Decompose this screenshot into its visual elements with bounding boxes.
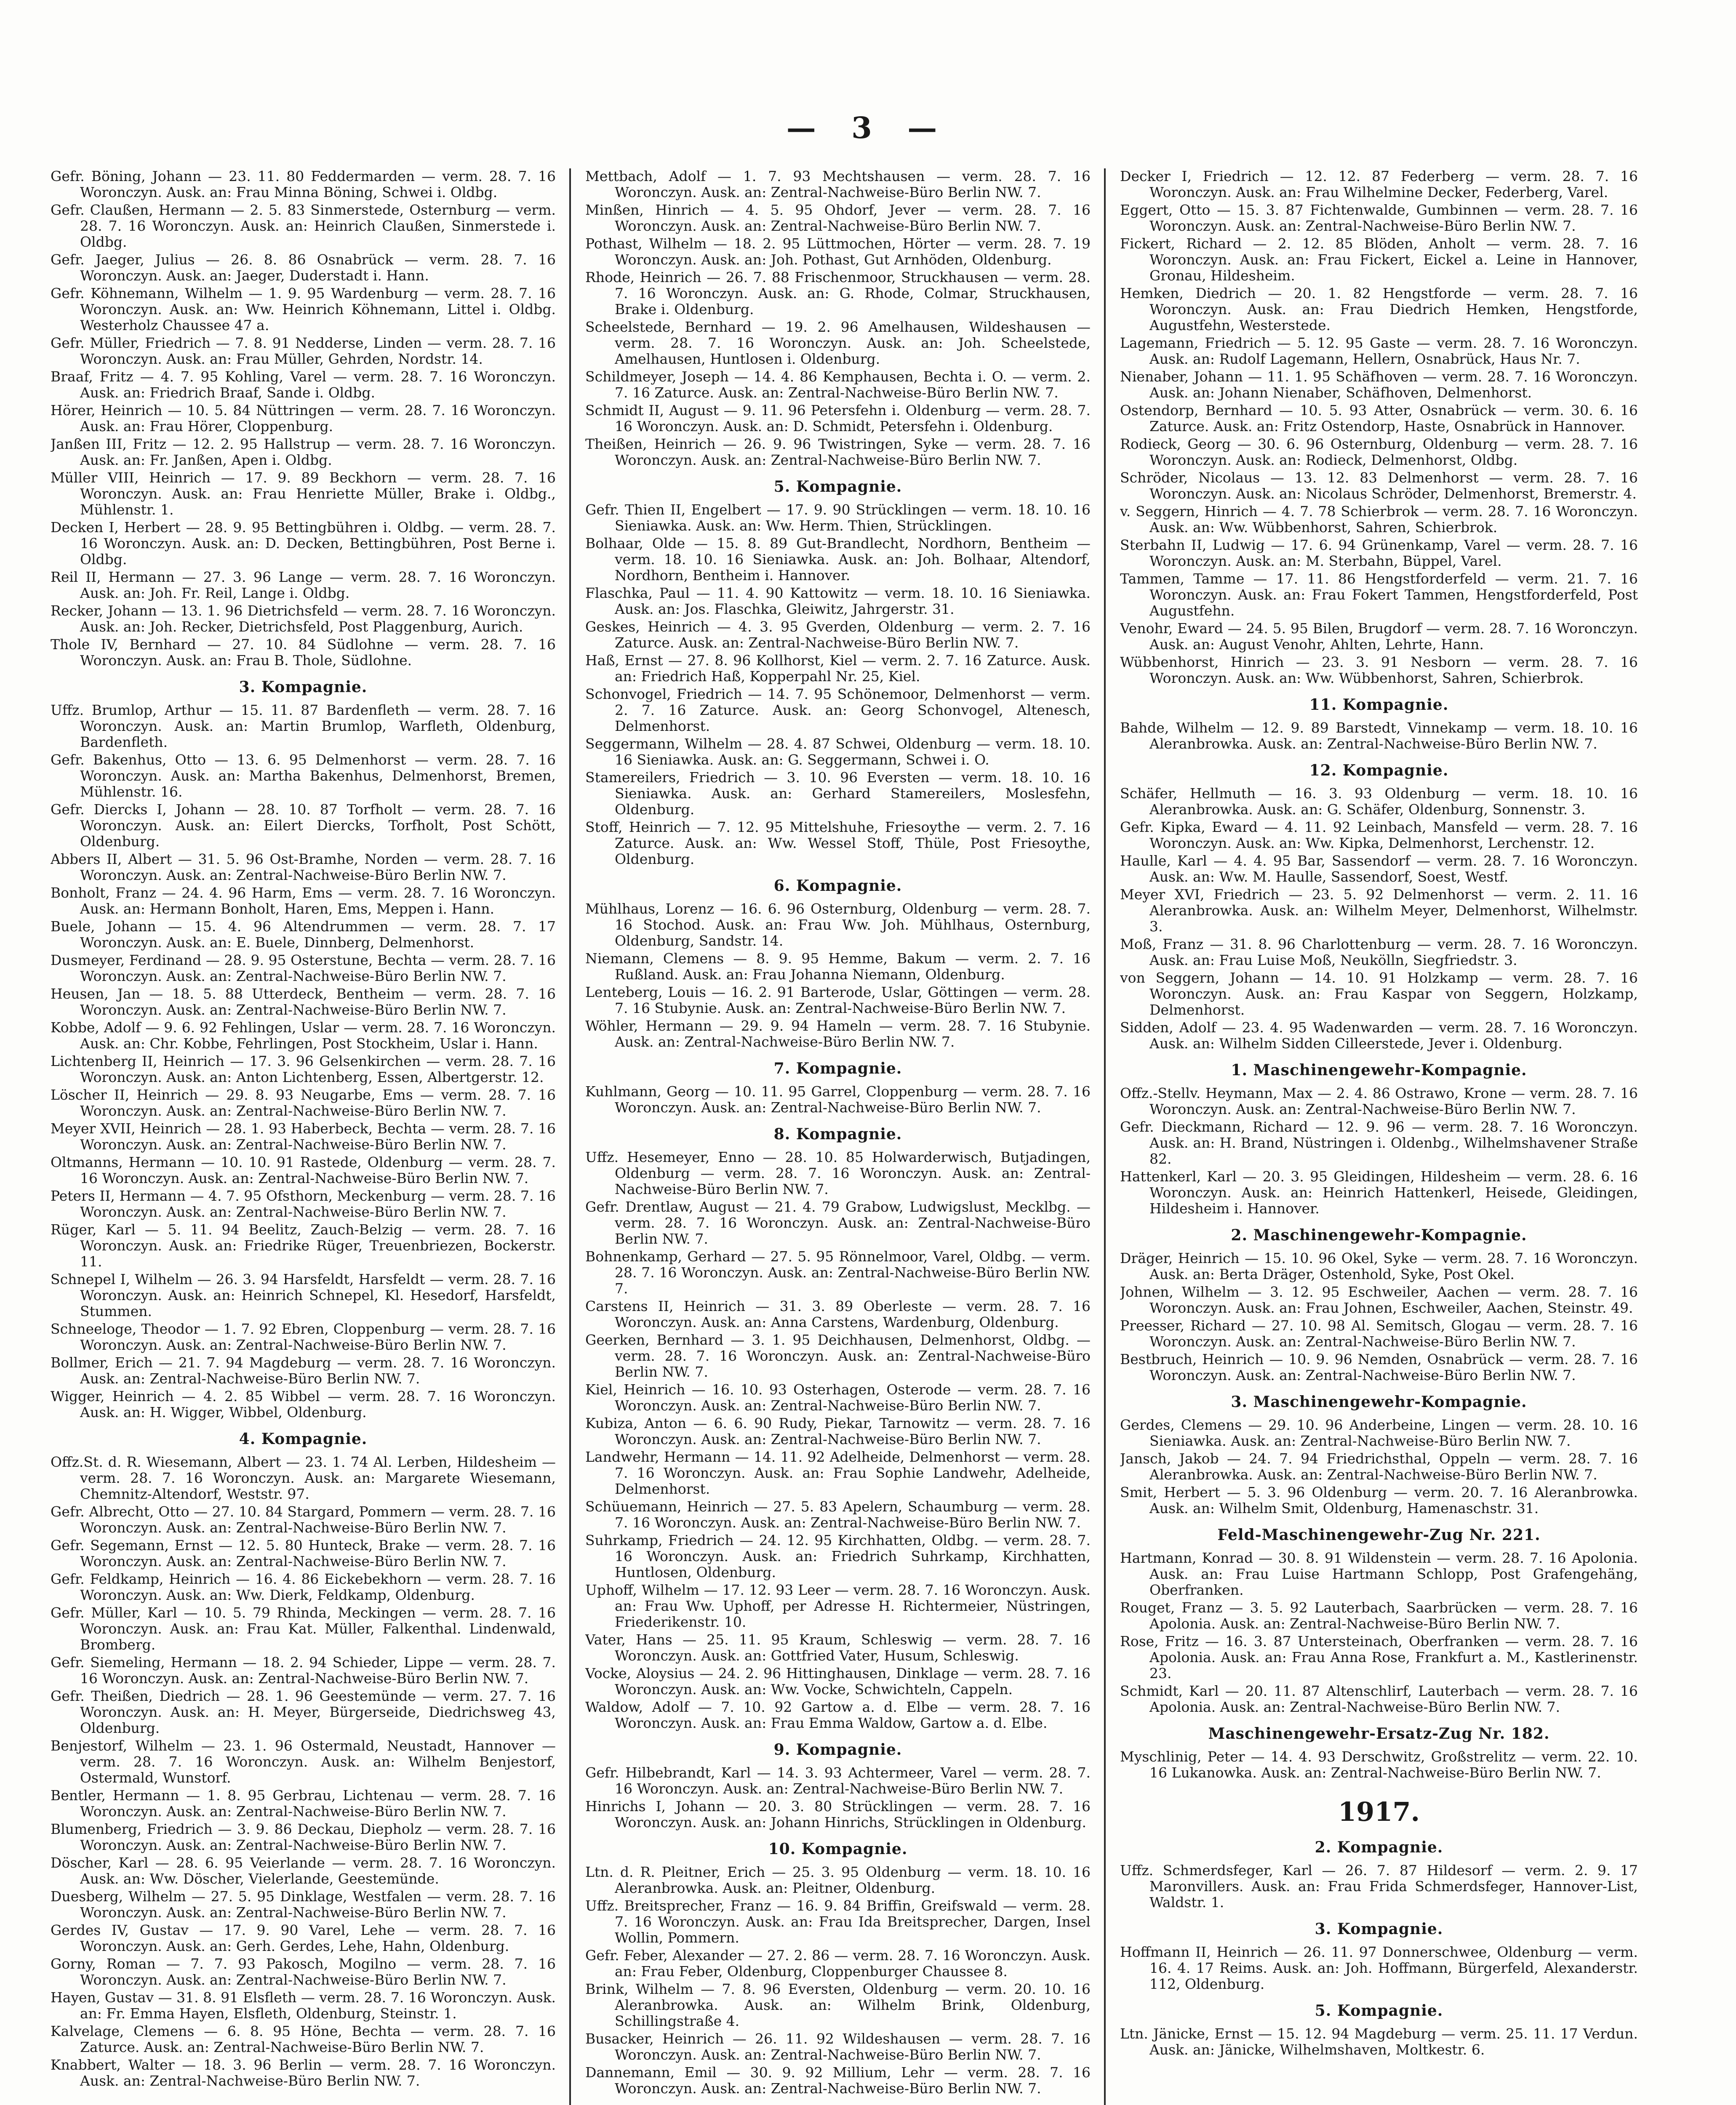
- casualty-entry: Schmidt II, August — 9. 11. 96 Petersfehn i. Oldenburg — verm. 28. 7. 16 Woronczyn. Ausk. an: D. Schmidt, Petersfehn i. Oldenburg.: [585, 402, 1091, 434]
- column-left: [51, 168, 556, 2105]
- casualty-entry: Johnen, Wilhelm — 3. 12. 95 Eschweiler, Aachen — verm. 28. 7. 16 Woronczyn. Ausk. an: Frau Johnen, Eschweiler, Aachen, Steinstr. 49.: [1120, 1284, 1638, 1316]
- page-number: — 3 —: [786, 110, 950, 145]
- casualty-entry: Gerdes, Clemens — 29. 10. 96 Anderbeine, Lingen — verm. 28. 10. 16 Sieniawka. Ausk. an: Zentral-Nachweise-Büro Berlin NW. 7.: [1120, 1417, 1638, 1449]
- casualty-entry: Myschlinig, Peter — 14. 4. 93 Derschwitz, Großstrelitz — verm. 22. 10. 16 Lukanowka. Ausk. an: Zentral-Nachweise-Büro Berlin NW. 7.: [1120, 1748, 1638, 1781]
- casualty-entry: Gefr. Böning, Johann — 23. 11. 80 Feddermarden — verm. 28. 7. 16 Woronczyn. Ausk. an: Frau Minna Böning, Schwei i. Oldbg.: [51, 168, 556, 200]
- casualty-entry: Gefr. Bakenhus, Otto — 13. 6. 95 Delmenhorst — verm. 28. 7. 16 Woronczyn. Ausk. an: Martha Bakenhus, Delmenhorst, Bremen, Mühlenstr. 16.: [51, 751, 556, 800]
- casualty-entry: Brink, Wilhelm — 7. 8. 96 Eversten, Oldenburg — verm. 20. 10. 16 Aleranbrowka. Ausk. an: Wilhelm Brink, Oldenburg, Schillingstraße 4.: [585, 1981, 1091, 2029]
- column-rule: [1104, 168, 1106, 2105]
- casualty-entry: Ltn. d. R. Pleitner, Erich — 25. 3. 95 Oldenburg — verm. 18. 10. 16 Aleranbrowka. Ausk. an: Pleitner, Oldenburg.: [585, 1864, 1091, 1896]
- casualty-entry: Geerken, Bernhard — 3. 1. 95 Deichhausen, Delmenhorst, Oldbg. — verm. 28. 7. 16 Woronczyn. Ausk. an: Zentral-Nachweise-Büro Berlin NW. 7.: [585, 1332, 1091, 1380]
- casualty-entry: Wigger, Heinrich — 4. 2. 85 Wibbel — verm. 28. 7. 16 Woronczyn. Ausk. an: H. Wigger, Wibbel, Oldenburg.: [51, 1388, 556, 1420]
- casualty-entry: Hayen, Gustav — 31. 8. 91 Elsfleth — verm. 28. 7. 16 Woronczyn. Ausk. an: Fr. Emma Hayen, Elsfleth, Oldenburg, Steinstr. 1.: [51, 1989, 556, 2022]
- casualty-entry: Meyer XVII, Heinrich — 28. 1. 93 Haberbeck, Bechta — verm. 28. 7. 16 Woronczyn. Ausk. an: Zentral-Nachweise-Büro Berlin NW. 7.: [51, 1120, 556, 1153]
- casualty-entry: Sidden, Adolf — 23. 4. 95 Wadenwarden — verm. 28. 7. 16 Woronczyn. Ausk. an: Wilhelm Sidden Cilleerstede, Jever i. Oldenburg.: [1120, 1019, 1638, 1052]
- casualty-entry: Gefr. Albrecht, Otto — 27. 10. 84 Stargard, Pommern — verm. 28. 7. 16 Woronczyn. Ausk. an: Zentral-Nachweise-Büro Berlin NW. 7.: [51, 1503, 556, 1536]
- casualty-entry: Scheelstede, Bernhard — 19. 2. 96 Amelhausen, Wildeshausen — verm. 28. 7. 16 Woronczyn. Ausk. an: Joh. Scheelstede, Amelhausen, Huntlosen i. Oldenburg.: [585, 319, 1091, 367]
- casualty-entry: Gefr. Köhnemann, Wilhelm — 1. 9. 95 Wardenburg — verm. 28. 7. 16 Woronczyn. Ausk. an: Ww. Heinrich Köhnemann, Littel i. Oldbg. Westerholz Chaussee 47 a.: [51, 285, 556, 333]
- casualty-entry: Landwehr, Hermann — 14. 11. 92 Adelheide, Delmenhorst — verm. 28. 7. 16 Woronczyn. Ausk. an: Frau Sophie Landwehr, Adelheide, Delmenhorst.: [585, 1449, 1091, 1497]
- casualty-entry: Lichtenberg II, Heinrich — 17. 3. 96 Gelsenkirchen — verm. 28. 7. 16 Woronczyn. Ausk. an: Anton Lichtenberg, Essen, Albertgerstr. 12.: [51, 1053, 556, 1085]
- casualty-entry: Gefr. Drentlaw, August — 21. 4. 79 Grabow, Ludwigslust, Mecklbg. — verm. 28. 7. 16 Woronczyn. Ausk. an: Zentral-Nachweise-Büro Berlin NW. 7.: [585, 1199, 1091, 1247]
- casualty-entry: Bentler, Hermann — 1. 8. 95 Gerbrau, Lichtenau — verm. 28. 7. 16 Woronczyn. Ausk. an: Zentral-Nachweise-Büro Berlin NW. 7.: [51, 1787, 556, 1820]
- casualty-entry: Rose, Fritz — 16. 3. 87 Untersteinach, Oberfranken — verm. 28. 7. 16 Apolonia. Ausk. an: Frau Anna Rose, Frankfurt a. M., Kastlerinenstr. 23.: [1120, 1633, 1638, 1681]
- casualty-entry: Schonvogel, Friedrich — 14. 7. 95 Schönemoor, Delmenhorst — verm. 2. 7. 16 Zaturce. Ausk. an: Georg Schonvogel, Altenesch, Delmenhorst.: [585, 686, 1091, 734]
- casualty-entry: Moß, Franz — 31. 8. 96 Charlottenburg — verm. 28. 7. 16 Woronczyn. Ausk. an: Frau Luise Moß, Neukölln, Siegfriedstr. 3.: [1120, 936, 1638, 968]
- casualty-entry: Löscher II, Heinrich — 29. 8. 93 Neugarbe, Ems — verm. 28. 7. 16 Woronczyn. Ausk. an: Zentral-Nachweise-Büro Berlin NW. 7.: [51, 1087, 556, 1119]
- casualty-entry: Reil II, Hermann — 27. 3. 96 Lange — verm. 28. 7. 16 Woronczyn. Ausk. an: Joh. Fr. Reil, Lange i. Oldbg.: [51, 569, 556, 601]
- casualty-entry: Braaf, Fritz — 4. 7. 95 Kohling, Varel — verm. 28. 7. 16 Woronczyn. Ausk. an: Friedrich Braaf, Sande i. Oldbg.: [51, 368, 556, 401]
- casualty-entry: Vocke, Aloysius — 24. 2. 96 Hittinghausen, Dinklage — verm. 28. 7. 16 Woronczyn. Ausk. an: Ww. Vocke, Schwichteln, Cappeln.: [585, 1665, 1091, 1697]
- casualty-entry: Bohnenkamp, Gerhard — 27. 5. 95 Rönnelmoor, Varel, Oldbg. — verm. 28. 7. 16 Woronczyn. Ausk. an: Zentral-Nachweise-Büro Berlin NW. 7.: [585, 1248, 1091, 1297]
- casualty-entry: von Seggern, Johann — 14. 10. 91 Holzkamp — verm. 28. 7. 16 Woronczyn. Ausk. an: Frau Kaspar von Seggern, Holzkamp, Delmenhorst.: [1120, 970, 1638, 1018]
- casualty-entry: Waldow, Adolf — 7. 10. 92 Gartow a. d. Elbe — verm. 28. 7. 16 Woronczyn. Ausk. an: Frau Emma Waldow, Gartow a. d. Elbe.: [585, 1699, 1091, 1731]
- casualty-entry: Gefr. Diercks I, Johann — 28. 10. 87 Torfholt — verm. 28. 7. 16 Woronczyn. Ausk. an: Eilert Diercks, Torfholt, Post Schött, Oldenburg.: [51, 801, 556, 850]
- casualty-entry: Rüger, Karl — 5. 11. 94 Beelitz, Zauch-Belzig — verm. 28. 7. 16 Woronczyn. Ausk. an: Friedrike Rüger, Treuenbriezen, Bockerstr. 11.: [51, 1221, 556, 1270]
- casualty-entry: Schmidt, Karl — 20. 11. 87 Altenschlirf, Lauterbach — verm. 28. 7. 16 Apolonia. Ausk. an: Zentral-Nachweise-Büro Berlin NW. 7.: [1120, 1683, 1638, 1715]
- casualty-entry: Hemken, Diedrich — 20. 1. 82 Hengstforde — verm. 28. 7. 16 Woronczyn. Ausk. an: Frau Diedrich Hemken, Hengstforde, Augustfehn, Westerstede.: [1120, 285, 1638, 333]
- casualty-entry: Dräger, Heinrich — 15. 10. 96 Okel, Syke — verm. 28. 7. 16 Woronczyn. Ausk. an: Berta Dräger, Ostenhold, Syke, Post Okel.: [1120, 1250, 1638, 1282]
- section-heading: 12. Kompagnie.: [1309, 762, 1449, 779]
- column-rule: [569, 168, 571, 2105]
- casualty-entry: Benjestorf, Wilhelm — 23. 1. 96 Ostermald, Neustadt, Hannover — verm. 28. 7. 16 Woronczyn. Ausk. an: Wilhelm Benjestorf, Ostermald, Wunstorf.: [51, 1737, 556, 1786]
- casualty-entry: Nienaber, Johann — 11. 1. 95 Schäfhoven — verm. 28. 7. 16 Woronczyn. Ausk. an: Johann Nienaber, Schäfhoven, Delmenhorst.: [1120, 368, 1638, 401]
- casualty-entry: Recker, Johann — 13. 1. 96 Dietrichsfeld — verm. 28. 7. 16 Woronczyn. Ausk. an: Joh. Recker, Dietrichsfeld, Post Plaggenburg, Aurich.: [51, 602, 556, 635]
- casualty-entry: Schäfer, Hellmuth — 16. 3. 93 Oldenburg — verm. 18. 10. 16 Aleranbrowka. Ausk. an: G. Schäfer, Oldenburg, Sonnenstr. 3.: [1120, 785, 1638, 818]
- section-heading: 4. Kompagnie.: [239, 1430, 368, 1448]
- casualty-entry: Abbers II, Albert — 31. 5. 96 Ost-Bramhe, Norden — verm. 28. 7. 16 Woronczyn. Ausk. an: Zentral-Nachweise-Büro Berlin NW. 7.: [51, 851, 556, 883]
- casualty-entry: Müller VIII, Heinrich — 17. 9. 89 Beckhorn — verm. 28. 7. 16 Woronczyn. Ausk. an: Frau Henriette Müller, Brake i. Oldbg., Mühlenstr. 1.: [51, 469, 556, 518]
- casualty-entry: Hörer, Heinrich — 10. 5. 84 Nüttringen — verm. 28. 7. 16 Woronczyn. Ausk. an: Frau Hörer, Cloppenburg.: [51, 402, 556, 434]
- casualty-entry: Gefr. Jaeger, Julius — 26. 8. 86 Osnabrück — verm. 28. 7. 16 Woronczyn. Ausk. an: Jaeger, Duderstadt i. Hann.: [51, 251, 556, 284]
- casualty-entry: Tammen, Tamme — 17. 11. 86 Hengstforderfeld — verm. 21. 7. 16 Woronczyn. Ausk. an: Frau Fokert Tammen, Hengstforderfeld, Post Augustfehn.: [1120, 570, 1638, 619]
- section-heading: 3. Maschinengewehr-Kompagnie.: [1231, 1393, 1527, 1411]
- casualty-entry: Bollmer, Erich — 21. 7. 94 Magdeburg — verm. 28. 7. 16 Woronczyn. Ausk. an: Zentral-Nachweise-Büro Berlin NW. 7.: [51, 1354, 556, 1387]
- casualty-entry: Döscher, Karl — 28. 6. 95 Veierlande — verm. 28. 7. 16 Woronczyn. Ausk. an: Ww. Döscher, Vielerlande, Geestemünde.: [51, 1855, 556, 1887]
- casualty-entry: Uffz. Hesemeyer, Enno — 28. 10. 85 Holwarderwisch, Butjadingen, Oldenburg — verm. 28. 7. 16 Woronczyn. Ausk. an: Zentral-Nachweise-Büro Berlin NW. 7.: [585, 1149, 1091, 1197]
- casualty-entry: Gefr. Müller, Friedrich — 7. 8. 91 Nedderse, Linden — verm. 28. 7. 16 Woronczyn. Ausk. an: Frau Müller, Gehrden, Nordstr. 14.: [51, 335, 556, 367]
- casualty-entry: Schüuemann, Heinrich — 27. 5. 83 Apelern, Schaumburg — verm. 28. 7. 16 Woronczyn. Ausk. an: Zentral-Nachweise-Büro Berlin NW. 7.: [585, 1498, 1091, 1531]
- section-heading: 3. Kompagnie.: [1315, 1920, 1443, 1938]
- casualty-entry: Bonholt, Franz — 24. 4. 96 Harm, Ems — verm. 28. 7. 16 Woronczyn. Ausk. an: Hermann Bonholt, Haren, Ems, Meppen i. Hann.: [51, 885, 556, 917]
- casualty-entry: Meyer XVI, Friedrich — 23. 5. 92 Delmenhorst — verm. 2. 11. 16 Aleranbrowka. Ausk. an: Wilhelm Meyer, Delmenhorst, Wilhelmstr. 3.: [1120, 886, 1638, 935]
- casualty-entry: Gefr. Feldkamp, Heinrich — 16. 4. 86 Eickebekhorn — verm. 28. 7. 16 Woronczyn. Ausk. an: Ww. Dierk, Feldkamp, Oldenburg.: [51, 1571, 556, 1603]
- casualty-entry: Schröder, Nicolaus — 13. 12. 83 Delmenhorst — verm. 28. 7. 16 Woronczyn. Ausk. an: Nicolaus Schröder, Delmenhorst, Bremerstr. 4.: [1120, 469, 1638, 502]
- casualty-entry: Ltn. Jänicke, Ernst — 15. 12. 94 Magdeburg — verm. 25. 11. 17 Verdun. Ausk. an: Jänicke, Wilhelmshaven, Moltkestr. 6.: [1120, 2025, 1638, 2058]
- section-heading: 6. Kompagnie.: [773, 877, 902, 895]
- casualty-entry: Hartmann, Konrad — 30. 8. 91 Wildenstein — verm. 28. 7. 16 Apolonia. Ausk. an: Frau Luise Hartmann Schlopp, Post Grafengehäng, Oberfranken.: [1120, 1550, 1638, 1598]
- section-heading: 2. Kompagnie.: [1315, 1839, 1443, 1856]
- casualty-entry: Bahde, Wilhelm — 12. 9. 89 Barstedt, Vinnekamp — verm. 18. 10. 16 Aleranbrowka. Ausk. an: Zentral-Nachweise-Büro Berlin NW. 7.: [1120, 719, 1638, 752]
- casualty-entry: Schneeloge, Theodor — 1. 7. 92 Ebren, Cloppenburg — verm. 28. 7. 16 Woronczyn. Ausk. an: Zentral-Nachweise-Büro Berlin NW. 7.: [51, 1321, 556, 1353]
- casualty-entry: Kiel, Heinrich — 16. 10. 93 Osterhagen, Osterode — verm. 28. 7. 16 Woronczyn. Ausk. an: Zentral-Nachweise-Büro Berlin NW. 7.: [585, 1381, 1091, 1414]
- casualty-entry: Gerdes IV, Gustav — 17. 9. 90 Varel, Lehe — verm. 28. 7. 16 Woronczyn. Ausk. an: Gerh. Gerdes, Lehe, Hahn, Oldenburg.: [51, 1922, 556, 1954]
- casualty-entry: Schildmeyer, Joseph — 14. 4. 86 Kemphausen, Bechta i. O. — verm. 2. 7. 16 Zaturce. Ausk. an: Zentral-Nachweise-Büro Berlin NW. 7.: [585, 368, 1091, 401]
- section-heading: 5. Kompagnie.: [773, 478, 902, 496]
- section-heading: Maschinengewehr-Ersatz-Zug Nr. 182.: [1208, 1725, 1550, 1743]
- casualty-entry: Knabbert, Walter — 18. 3. 96 Berlin — verm. 28. 7. 16 Woronczyn. Ausk. an: Zentral-Nachweise-Büro Berlin NW. 7.: [51, 2057, 556, 2089]
- casualty-entry: Suhrkamp, Friedrich — 24. 12. 95 Kirchhatten, Oldbg. — verm. 28. 7. 16 Woronczyn. Ausk. an: Friedrich Suhrkamp, Kirchhatten, Huntlosen, Oldenburg.: [585, 1532, 1091, 1580]
- casualty-entry: Thole IV, Bernhard — 27. 10. 84 Südlohne — verm. 28. 7. 16 Woronczyn. Ausk. an: Frau B. Thole, Südlohne.: [51, 636, 556, 669]
- casualty-entry: Rodieck, Georg — 30. 6. 96 Osternburg, Oldenburg — verm. 28. 7. 16 Woronczyn. Ausk. an: Rodieck, Delmenhorst, Oldbg.: [1120, 436, 1638, 468]
- casualty-entry: Rhode, Heinrich — 26. 7. 88 Frischenmoor, Struckhausen — verm. 28. 7. 16 Woronczyn. Ausk. an: G. Rhode, Colmar, Struckhausen, Brake i. Oldenburg.: [585, 269, 1091, 317]
- casualty-entry: Kalvelage, Clemens — 6. 8. 95 Höne, Bechta — verm. 28. 7. 16 Zaturce. Ausk. an: Zentral-Nachweise-Büro Berlin NW. 7.: [51, 2023, 556, 2055]
- casualty-entry: Hattenkerl, Karl — 20. 3. 95 Gleidingen, Hildesheim — verm. 28. 6. 16 Woronczyn. Ausk. an: Heinrich Hattenkerl, Heisede, Gleidingen, Hildesheim i. Hannover.: [1120, 1168, 1638, 1217]
- casualty-entry: Niemann, Clemens — 8. 9. 95 Hemme, Bakum — verm. 2. 7. 16 Rußland. Ausk. an: Frau Johanna Niemann, Oldenburg.: [585, 950, 1091, 983]
- column-middle: [585, 168, 1091, 2105]
- section-heading: 2. Maschinengewehr-Kompagnie.: [1231, 1226, 1527, 1244]
- column-right: [1120, 168, 1638, 2105]
- casualty-entry: Janßen III, Fritz — 12. 2. 95 Hallstrup — verm. 28. 7. 16 Woronczyn. Ausk. an: Fr. Janßen, Apen i. Oldbg.: [51, 436, 556, 468]
- casualty-entry: Smit, Herbert — 5. 3. 96 Oldenburg — verm. 20. 7. 16 Aleranbrowka. Ausk. an: Wilhelm Smit, Oldenburg, Hamenaschstr. 31.: [1120, 1484, 1638, 1516]
- casualty-entry: Theißen, Heinrich — 26. 9. 96 Twistringen, Syke — verm. 28. 7. 16 Woronczyn. Ausk. an: Zentral-Nachweise-Büro Berlin NW. 7.: [585, 436, 1091, 468]
- casualty-entry: Decken I, Herbert — 28. 9. 95 Bettingbühren i. Oldbg. — verm. 28. 7. 16 Woronczyn. Ausk. an: D. Decken, Bettingbühren, Post Berne i. Oldbg.: [51, 519, 556, 568]
- casualty-entry: Sterbahn II, Ludwig — 17. 6. 94 Grünenkamp, Varel — verm. 28. 7. 16 Woronczyn. Ausk. an: M. Sterbahn, Büppel, Varel.: [1120, 537, 1638, 569]
- casualty-entry: Heusen, Jan — 18. 5. 88 Utterdeck, Bentheim — verm. 28. 7. 16 Woronczyn. Ausk. an: Zentral-Nachweise-Büro Berlin NW. 7.: [51, 986, 556, 1018]
- casualty-entry: Offz.St. d. R. Wiesemann, Albert — 23. 1. 74 Al. Lerben, Hildesheim — verm. 28. 7. 16 Woronczyn. Ausk. an: Margarete Wiesemann, Chemnitz-Altendorf, Weststr. 97.: [51, 1454, 556, 1502]
- casualty-entry: Uffz. Brumlop, Arthur — 15. 11. 87 Bardenfleth — verm. 28. 7. 16 Woronczyn. Ausk. an: Martin Brumlop, Warfleth, Oldenburg, Bardenfleth.: [51, 702, 556, 750]
- casualty-entry: Peters II, Hermann — 4. 7. 95 Ofsthorn, Meckenburg — verm. 28. 7. 16 Woronczyn. Ausk. an: Zentral-Nachweise-Büro Berlin NW. 7.: [51, 1188, 556, 1220]
- casualty-entry: Lagemann, Friedrich — 5. 12. 95 Gaste — verm. 28. 7. 16 Woronczyn. Ausk. an: Rudolf Lagemann, Hellern, Osnabrück, Haus Nr. 7.: [1120, 335, 1638, 367]
- casualty-entry: Vater, Hans — 25. 11. 95 Kraum, Schleswig — verm. 28. 7. 16 Woronczyn. Ausk. an: Gottfried Vater, Husum, Schleswig.: [585, 1631, 1091, 1664]
- casualty-entry: Seggermann, Wilhelm — 28. 4. 87 Schwei, Oldenburg — verm. 18. 10. 16 Sieniawka. Ausk. an: G. Seggermann, Schwei i. O.: [585, 735, 1091, 768]
- casualty-entry: Dusmeyer, Ferdinand — 28. 9. 95 Osterstune, Bechta — verm. 28. 7. 16 Woronczyn. Ausk. an: Zentral-Nachweise-Büro Berlin NW. 7.: [51, 952, 556, 984]
- casualty-entry: Jansch, Jakob — 24. 7. 94 Friedrichsthal, Oppeln — verm. 28. 7. 16 Aleranbrowka. Ausk. an: Zentral-Nachweise-Büro Berlin NW. 7.: [1120, 1450, 1638, 1483]
- casualty-entry: Gefr. Thien II, Engelbert — 17. 9. 90 Strücklingen — verm. 18. 10. 16 Sieniawka. Ausk. an: Ww. Herm. Thien, Strücklingen.: [585, 501, 1091, 534]
- casualty-entry: Minßen, Hinrich — 4. 5. 95 Ohdorf, Jever — verm. 28. 7. 16 Woronczyn. Ausk. an: Zentral-Nachweise-Büro Berlin NW. 7.: [585, 202, 1091, 234]
- section-heading: 7. Kompagnie.: [773, 1060, 902, 1077]
- casualty-entry: Gefr. Theißen, Diedrich — 28. 1. 96 Geestemünde — verm. 27. 7. 16 Woronczyn. Ausk. an: H. Meyer, Bürgerseide, Diedrichsweg 43, Oldenburg.: [51, 1688, 556, 1736]
- casualty-entry: Stamereilers, Friedrich — 3. 10. 96 Eversten — verm. 18. 10. 16 Sieniawka. Ausk. an: Gerhard Stamereilers, Moslesfehn, Oldenburg.: [585, 769, 1091, 818]
- casualty-entry: Gefr. Dieckmann, Richard — 12. 9. 96 — verm. 28. 7. 16 Woronczyn. Ausk. an: H. Brand, Nüstringen i. Oldenbg., Wilhelmshavener Straße 82.: [1120, 1119, 1638, 1167]
- casualty-entry: Oltmanns, Hermann — 10. 10. 91 Rastede, Oldenburg — verm. 28. 7. 16 Woronczyn. Ausk. an: Zentral-Nachweise-Büro Berlin NW. 7.: [51, 1154, 556, 1186]
- casualty-entry: Venohr, Eward — 24. 5. 95 Bilen, Brugdorf — verm. 28. 7. 16 Woronczyn. Ausk. an: August Venohr, Ahlten, Lehrte, Hann.: [1120, 620, 1638, 653]
- section-heading: 3. Kompagnie.: [239, 678, 368, 696]
- section-heading: 10. Kompagnie.: [768, 1840, 908, 1858]
- casualty-entry: Lenteberg, Louis — 16. 2. 91 Barterode, Uslar, Göttingen — verm. 28. 7. 16 Stubynie. Ausk. an: Zentral-Nachweise-Büro Berlin NW. 7.: [585, 984, 1091, 1016]
- casualty-entry: Kuhlmann, Georg — 10. 11. 95 Garrel, Cloppenburg — verm. 28. 7. 16 Woronczyn. Ausk. an: Zentral-Nachweise-Büro Berlin NW. 7.: [585, 1083, 1091, 1116]
- casualty-entry: Decker I, Friedrich — 12. 12. 87 Federberg — verm. 28. 7. 16 Woronczyn. Ausk. an: Frau Wilhelmine Decker, Federberg, Varel.: [1120, 168, 1638, 200]
- casualty-entry: Uffz. Breitsprecher, Franz — 16. 9. 84 Briffin, Greifswald — verm. 28. 7. 16 Woronczyn. Ausk. an: Frau Ida Breitsprecher, Dargen, Insel Wollin, Pommern.: [585, 1897, 1091, 1946]
- year-heading: 1917.: [1338, 1796, 1420, 1827]
- casualty-entry: Gefr. Hilbebrandt, Karl — 14. 3. 93 Achtermeer, Varel — verm. 28. 7. 16 Woronczyn. Ausk. an: Zentral-Nachweise-Büro Berlin NW. 7.: [585, 1764, 1091, 1797]
- casualty-entry: Eggert, Otto — 15. 3. 87 Fichtenwalde, Gumbinnen — verm. 28. 7. 16 Woronczyn. Ausk. an: Zentral-Nachweise-Büro Berlin NW. 7.: [1120, 202, 1638, 234]
- casualty-entry: Gefr. Segemann, Ernst — 12. 5. 80 Hunteck, Brake — verm. 28. 7. 16 Woronczyn. Ausk. an: Zentral-Nachweise-Büro Berlin NW. 7.: [51, 1537, 556, 1569]
- casualty-entry: Flaschka, Paul — 11. 4. 90 Kattowitz — verm. 18. 10. 16 Sieniawka. Ausk. an: Jos. Flaschka, Gleiwitz, Jahrgerstr. 31.: [585, 585, 1091, 617]
- casualty-entry: Bestbruch, Heinrich — 10. 9. 96 Nemden, Osnabrück — verm. 28. 7. 16 Woronczyn. Ausk. an: Zentral-Nachweise-Büro Berlin NW. 7.: [1120, 1351, 1638, 1383]
- casualty-entry: Hinrichs I, Johann — 20. 3. 80 Strücklingen — verm. 28. 7. 16 Woronczyn. Ausk. an: Johann Hinrichs, Strücklingen in Oldenburg.: [585, 1798, 1091, 1831]
- casualty-entry: Gorny, Roman — 7. 7. 93 Pakosch, Mogilno — verm. 28. 7. 16 Woronczyn. Ausk. an: Zentral-Nachweise-Büro Berlin NW. 7.: [51, 1956, 556, 1988]
- section-heading: 11. Kompagnie.: [1309, 696, 1449, 714]
- casualty-entry: Wöhler, Hermann — 29. 9. 94 Hameln — verm. 28. 7. 16 Stubynie. Ausk. an: Zentral-Nachweise-Büro Berlin NW. 7.: [585, 1018, 1091, 1050]
- casualty-entry: Kobbe, Adolf — 9. 6. 92 Fehlingen, Uslar — verm. 28. 7. 16 Woronczyn. Ausk. an: Chr. Kobbe, Fehrlingen, Post Stockheim, Uslar i. Hann.: [51, 1019, 556, 1052]
- casualty-entry: Carstens II, Heinrich — 31. 3. 89 Oberleste — verm. 28. 7. 16 Woronczyn. Ausk. an: Anna Carstens, Wardenburg, Oldenburg.: [585, 1298, 1091, 1330]
- casualty-entry: Gefr. Kipka, Eward — 4. 11. 92 Leinbach, Mansfeld — verm. 28. 7. 16 Woronczyn. Ausk. an: Ww. Kipka, Delmenhorst, Lerchenstr. 12.: [1120, 819, 1638, 851]
- casualty-entry: Preesser, Richard — 27. 10. 98 Al. Semitsch, Glogau — verm. 28. 7. 16 Woronczyn. Ausk. an: Zentral-Nachweise-Büro Berlin NW. 7.: [1120, 1317, 1638, 1350]
- section-heading: 8. Kompagnie.: [773, 1125, 902, 1143]
- casualty-entry: Dannemann, Emil — 30. 9. 92 Millium, Lehr — verm. 28. 7. 16 Woronczyn. Ausk. an: Zentral-Nachweise-Büro Berlin NW. 7.: [585, 2064, 1091, 2097]
- casualty-entry: Mühlhaus, Lorenz — 16. 6. 96 Osternburg, Oldenburg — verm. 28. 7. 16 Stochod. Ausk. an: Frau Ww. Joh. Mühlhaus, Osternburg, Oldenburg, Sandstr. 14.: [585, 901, 1091, 949]
- casualty-entry: Gefr. Müller, Karl — 10. 5. 79 Rhinda, Meckingen — verm. 28. 7. 16 Woronczyn. Ausk. an: Frau Kat. Müller, Falkenthal. Lindenwald, Bromberg.: [51, 1604, 556, 1653]
- casualty-entry: Ostendorp, Bernhard — 10. 5. 93 Atter, Osnabrück — verm. 30. 6. 16 Zaturce. Ausk. an: Fritz Ostendorp, Haste, Osnabrück in Hannover.: [1120, 402, 1638, 434]
- section-heading: Feld-Maschinengewehr-Zug Nr. 221.: [1217, 1526, 1541, 1544]
- casualty-entry: Kubiza, Anton — 6. 6. 90 Rudy, Piekar, Tarnowitz — verm. 28. 7. 16 Woronczyn. Ausk. an: Zentral-Nachweise-Büro Berlin NW. 7.: [585, 1415, 1091, 1447]
- casualty-entry: Gefr. Feber, Alexander — 27. 2. 86 — verm. 28. 7. 16 Woronczyn. Ausk. an: Frau Feber, Oldenburg, Cloppenburger Chaussee 8.: [585, 1947, 1091, 1980]
- casualty-entry: Blumenberg, Friedrich — 3. 9. 86 Deckau, Diepholz — verm. 28. 7. 16 Woronczyn. Ausk. an: Zentral-Nachweise-Büro Berlin NW. 7.: [51, 1821, 556, 1853]
- casualty-entry: Haß, Ernst — 27. 8. 96 Kollhorst, Kiel — verm. 2. 7. 16 Zaturce. Ausk. an: Friedrich Haß, Kopperpahl Nr. 25, Kiel.: [585, 652, 1091, 685]
- casualty-entry: Duesberg, Wilhelm — 27. 5. 95 Dinklage, Westfalen — verm. 28. 7. 16 Woronczyn. Ausk. an: Zentral-Nachweise-Büro Berlin NW. 7.: [51, 1888, 556, 1921]
- casualty-entry: Buele, Johann — 15. 4. 96 Altendrummen — verm. 28. 7. 17 Woronczyn. Ausk. an: E. Buele, Dinnberg, Delmenhorst.: [51, 918, 556, 951]
- casualty-entry: Stoff, Heinrich — 7. 12. 95 Mittelshuhe, Friesoythe — verm. 2. 7. 16 Zaturce. Ausk. an: Ww. Wessel Stoff, Thüle, Post Friesoythe, Oldenburg.: [585, 819, 1091, 867]
- casualty-entry: Geskes, Heinrich — 4. 3. 95 Gverden, Oldenburg — verm. 2. 7. 16 Zaturce. Ausk. an: Zentral-Nachweise-Büro Berlin NW. 7.: [585, 618, 1091, 651]
- casualty-entry: Gefr. Siemeling, Hermann — 18. 2. 94 Schieder, Lippe — verm. 28. 7. 16 Woronczyn. Ausk. an: Zentral-Nachweise-Büro Berlin NW. 7.: [51, 1654, 556, 1687]
- casualty-entry: Schnepel I, Wilhelm — 26. 3. 94 Harsfeldt, Harsfeldt — verm. 28. 7. 16 Woronczyn. Ausk. an: Heinrich Schnepel, Kl. Hesedorf, Harsfeldt, Stummen.: [51, 1271, 556, 1319]
- casualty-entry: Bolhaar, Olde — 15. 8. 89 Gut-Brandlecht, Nordhorn, Bentheim — verm. 18. 10. 16 Sieniawka. Ausk. an: Joh. Bolhaar, Altendorf, Nordhorn, Bentheim i. Hannover.: [585, 535, 1091, 584]
- casualty-entry: v. Seggern, Hinrich — 4. 7. 78 Schierbrok — verm. 28. 7. 16 Woronczyn. Ausk. an: Ww. Wübbenhorst, Sahren, Schierbrok.: [1120, 503, 1638, 536]
- casualty-entry: Busacker, Heinrich — 26. 11. 92 Wildeshausen — verm. 28. 7. 16 Woronczyn. Ausk. an: Zentral-Nachweise-Büro Berlin NW. 7.: [585, 2030, 1091, 2063]
- casualty-entry: Gefr. Claußen, Hermann — 2. 5. 83 Sinmerstede, Osternburg — verm. 28. 7. 16 Woronczyn. Ausk. an: Heinrich Claußen, Sinmerstede i. Oldbg.: [51, 202, 556, 250]
- section-heading: 1. Maschinengewehr-Kompagnie.: [1231, 1061, 1527, 1079]
- section-heading: 5. Kompagnie.: [1315, 2002, 1443, 2020]
- casualty-entry: Wübbenhorst, Hinrich — 23. 3. 91 Nesborn — verm. 28. 7. 16 Woronczyn. Ausk. an: Ww. Wübbenhorst, Sahren, Schierbrok.: [1120, 654, 1638, 686]
- section-heading: 9. Kompagnie.: [773, 1741, 902, 1759]
- casualty-entry: Mettbach, Adolf — 1. 7. 93 Mechtshausen — verm. 28. 7. 16 Woronczyn. Ausk. an: Zentral-Nachweise-Büro Berlin NW. 7.: [585, 168, 1091, 200]
- casualty-entry: Uffz. Schmerdsfeger, Karl — 26. 7. 87 Hildesorf — verm. 2. 9. 17 Maronvillers. Ausk. an: Frau Frida Schmerdsfeger, Hannover-List, Waldstr. 1.: [1120, 1862, 1638, 1910]
- casualty-entry: Offz.-Stellv. Heymann, Max — 2. 4. 86 Ostrawo, Krone — verm. 28. 7. 16 Woronczyn. Ausk. an: Zentral-Nachweise-Büro Berlin NW. 7.: [1120, 1085, 1638, 1117]
- casualty-entry: Haulle, Karl — 4. 4. 95 Bar, Sassendorf — verm. 28. 7. 16 Woronczyn. Ausk. an: Ww. M. Haulle, Sassendorf, Soest, Westf.: [1120, 853, 1638, 885]
- casualty-entry: Pothast, Wilhelm — 18. 2. 95 Lüttmochen, Hörter — verm. 28. 7. 19 Woronczyn. Ausk. an: Joh. Pothast, Gut Arnhöden, Oldenburg.: [585, 235, 1091, 268]
- casualty-entry: Fickert, Richard — 2. 12. 85 Blöden, Anholt — verm. 28. 7. 16 Woronczyn. Ausk. an: Frau Fickert, Eickel a. Leine in Hannover, Gronau, Hildesheim.: [1120, 235, 1638, 284]
- casualty-entry: Uphoff, Wilhelm — 17. 12. 93 Leer — verm. 28. 7. 16 Woronczyn. Ausk. an: Frau Ww. Uphoff, per Adresse H. Richtermeier, Nüstringen, Friederikenstr. 10.: [585, 1582, 1091, 1630]
- casualty-entry: Hoffmann II, Heinrich — 26. 11. 97 Donnerschwee, Oldenburg — verm. 16. 4. 17 Reims. Ausk. an: Joh. Hoffmann, Bürgerfeld, Alexanderstr. 112, Oldenburg.: [1120, 1944, 1638, 1992]
- casualty-entry: Rouget, Franz — 3. 5. 92 Lauterbach, Saarbrücken — verm. 28. 7. 16 Apolonia. Ausk. an: Zentral-Nachweise-Büro Berlin NW. 7.: [1120, 1599, 1638, 1632]
